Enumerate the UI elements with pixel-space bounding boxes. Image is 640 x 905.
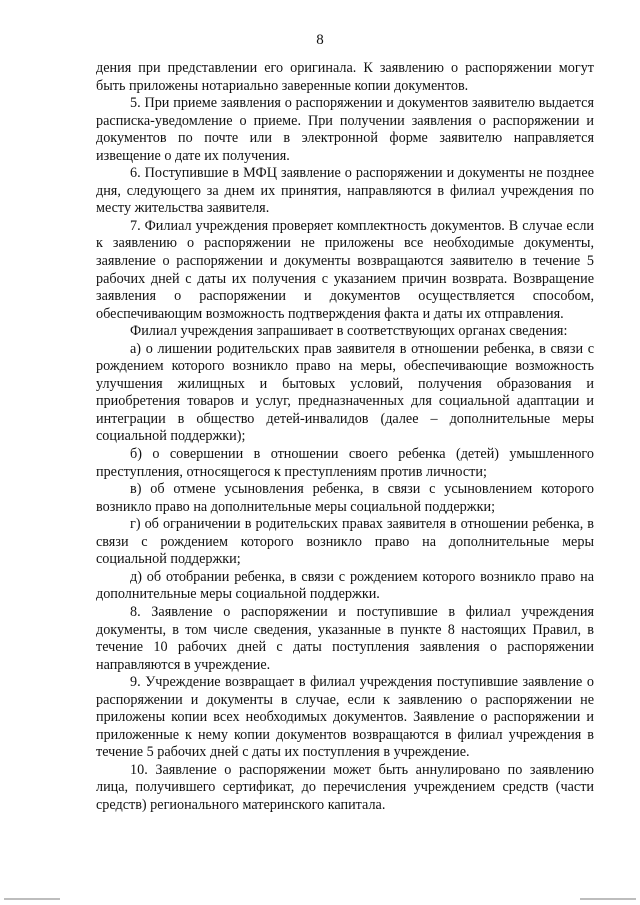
paragraph-item-10: 10. Заявление о распоряжении может быть аннулировано по заявлению лица, получившего сертификат, до перечисления учреждением средств (части средств) регионального материнского капитала. [96, 761, 594, 813]
paragraph-item-8: 8. Заявление о распоряжении и поступившие в филиал учреждения документы, в том числе сведения, указанные в пункте 8 настоящих Правил, в течение 10 рабочих дней с даты поступления заявления о распоряжении направляются в учреждение. [96, 603, 594, 673]
paragraph-item-5: 5. При приеме заявления о распоряжении и документов заявителю выдается расписка-уведомление о приеме. При получении заявления о распоряжении и документов по почте или в электронной форме заявителю направляется извещение о дате их получения. [96, 95, 594, 164]
paragraph-subitem-d: д) об отобрании ребенка, в связи с рождением которого возникло право на дополнительные меры социальной поддержки. [96, 568, 594, 603]
paragraph-subitem-b: б) о совершении в отношении своего ребенка (детей) умышленного преступления, относящегося к преступлениям против личности; [96, 446, 594, 480]
scan-artifact-right [580, 898, 636, 900]
page-number: 8 [316, 32, 324, 48]
paragraph-item-9: 9. Учреждение возвращает в филиал учреждения поступившие заявление о распоряжении и документы в случае, если к заявлению о распоряжении не приложены копии всех необходимых документов. Заявление о распоряжении и приложенные к нему копии документов возвращаются в филиал учреждения в течение 5 рабочих дней с даты их поступления в учреждение. [96, 674, 594, 761]
document-body [96, 60, 594, 815]
paragraph-subitem-a: а) о лишении родительских прав заявителя в отношении ребенка, в связи с рождением которого возникло право на меры, обеспечивающие возможность улучшения жилищных и бытовых условий, получения образования и приобретения товаров и услуг, предназначенных для социальной адаптации и интеграции в общество детей-инвалидов (далее – дополнительные меры социальной поддержки); [96, 340, 594, 445]
paragraph-subitem-v: в) об отмене усыновления ребенка, в связи с усыновлением которого возникло право на дополнительные меры социальной поддержки; [96, 481, 594, 515]
paragraph-continuation: дения при представлении его оригинала. К заявлению о распоряжении могут быть приложены нотариально заверенные копии документов. [96, 60, 594, 94]
paragraph-item-7: 7. Филиал учреждения проверяет комплектность документов. В случае если к заявлению о распоряжении не приложены все необходимые документы, заявление о распоряжении и документы возвращаются заявителю в течение 5 рабочих дней с даты их получения с указанием причин возврата. Возвращение заявления о распоряжении и документов осуществляется способом, обеспечивающим возможность подтверждения факта и даты их отправления. [96, 217, 594, 322]
paragraph-item-6: 6. Поступившие в МФЦ заявление о распоряжении и документы не позднее дня, следующего за днем их принятия, направляются в филиал учреждения по месту жительства заявителя. [96, 165, 594, 217]
scan-artifact-left [4, 898, 60, 900]
paragraph-subitem-g: г) об ограничении в родительских правах заявителя в отношении ребенка, в связи с рождением которого возникло право на дополнительные меры социальной поддержки; [96, 516, 594, 568]
paragraph-request-intro: Филиал учреждения запрашивает в соответствующих органах сведения: [130, 323, 568, 340]
